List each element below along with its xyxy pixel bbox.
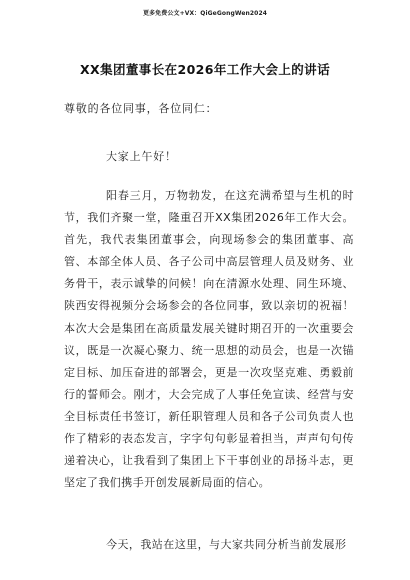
salutation: 尊敬的各位同事，各位同仁： <box>64 102 218 115</box>
document-title: XX集团董事长在2026年工作大会上的讲话 <box>80 62 330 77</box>
body-paragraph: 今天，我站在这里，与大家共同分析当前发展形 <box>106 538 347 551</box>
greeting: 大家上午好！ <box>106 150 177 163</box>
header-promo-note: 更多免费公文+VX：QiGeGongWen2024 <box>142 10 267 17</box>
body-paragraph: 阳春三月，万物勃发，在这充满希望与生机的时节，我们齐聚一堂，隆重召开XX集团2026年工作大会。首先，我代表集团董事会，向现场参会的集团董事、高管、本部全体人员、各子公司中高层管理人员及财务、业务骨干，表示诚挚的问候！向在清源水处理、同生环境、陕西安得视频分会场参会的各位同事，致以亲切的祝福！本次大会是集团在高质量发展关键时期召开的一次重要会议，既是一次凝心聚力、统一思想的动员会，也是一次锚定目标、加压奋进的部署会，更是一次攻坚克难、勇毅前行的誓师会。刚才，大会完成了人事任免宣读、经营与安全目标责任书签订，新任职管理人员和各子公司负责人也作了精彩的表态发言，字字句句彰显着担当，声声句句传递着决心，让我看到了集团上下干事创业的昂扬斗志，更坚定了我们携手开创发展新局面的信心。 <box>64 189 354 490</box>
